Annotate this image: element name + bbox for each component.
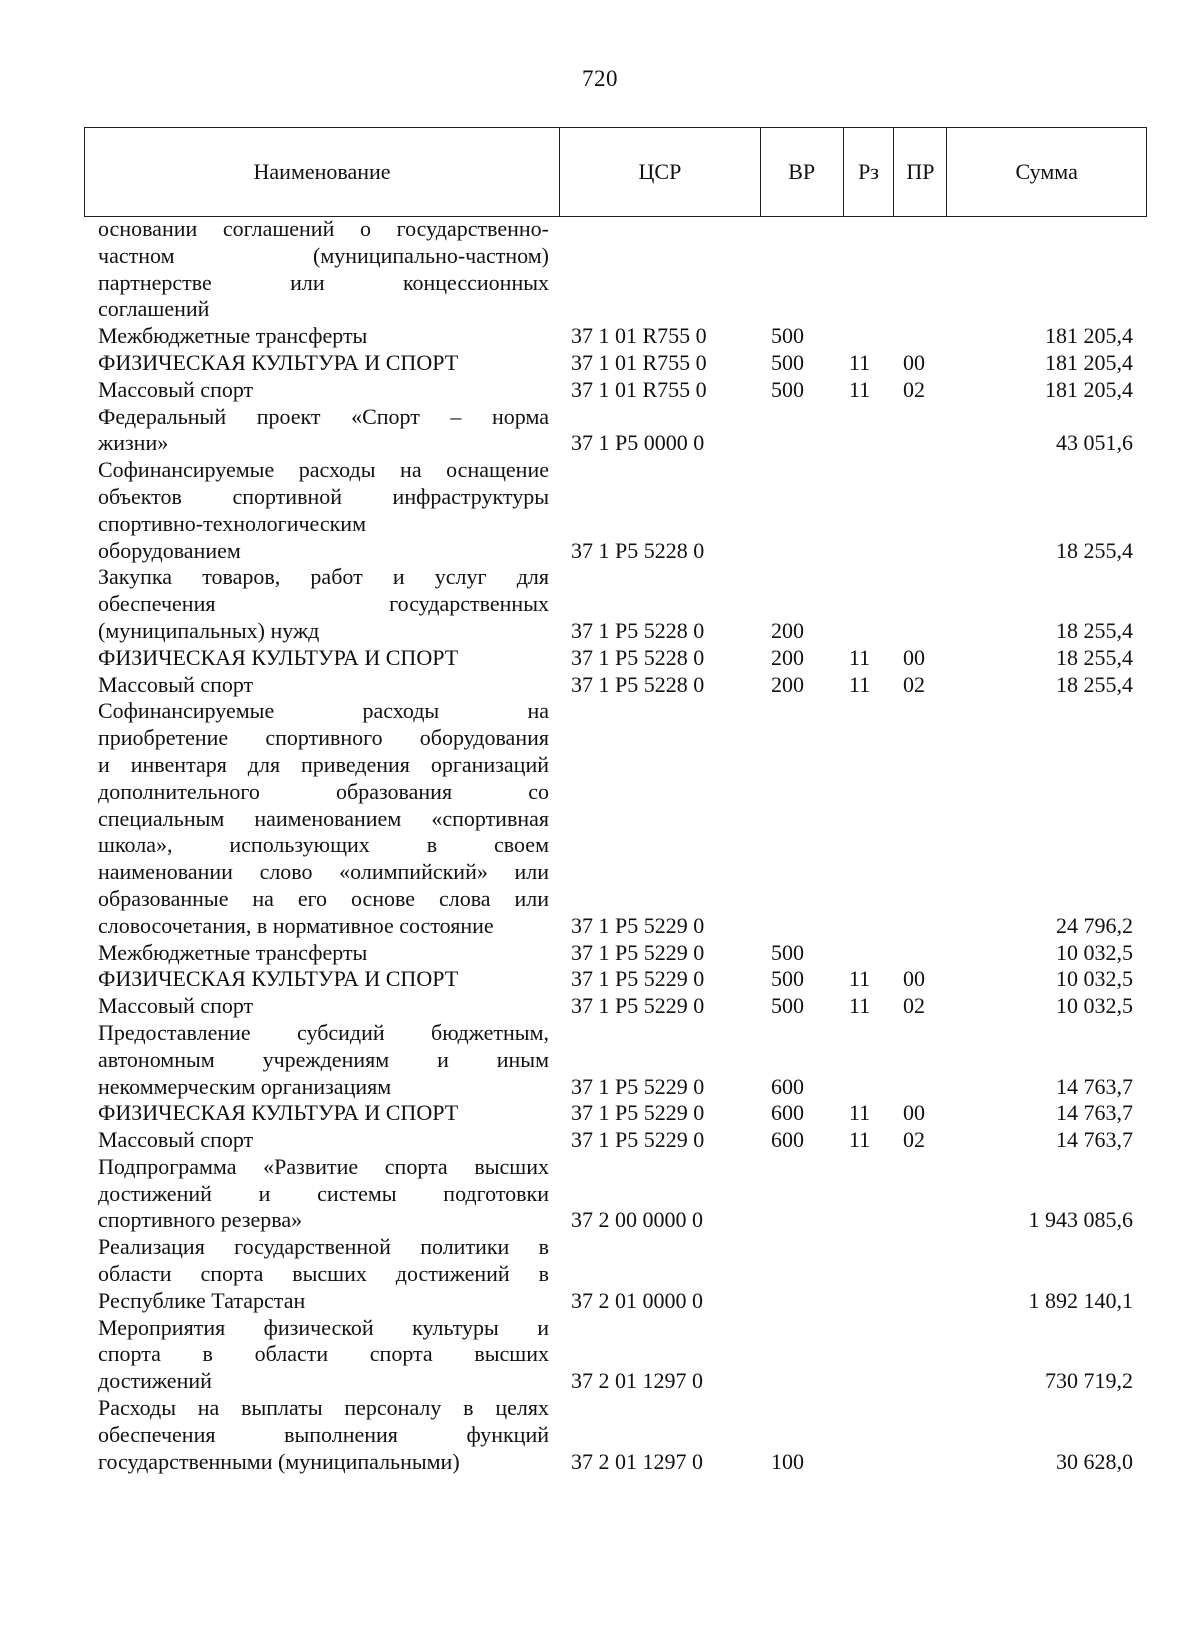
row-name-line: словосочетания, в нормативное состояние xyxy=(98,912,494,938)
row-rz: 11 xyxy=(849,1127,871,1153)
row-vr: 500 xyxy=(771,376,804,402)
table-row xyxy=(84,1020,1147,1100)
row-name-line: объектов спортивной инфраструктуры xyxy=(98,483,549,509)
row-name xyxy=(84,216,549,323)
row-csr: 37 1 P5 5229 0 xyxy=(571,1100,705,1126)
row-sum: 18 255,4 xyxy=(1056,644,1133,670)
row-name-line: автономным учреждениям и иным xyxy=(98,1046,549,1072)
row-csr: 37 1 P5 5229 0 xyxy=(571,912,705,938)
row-name-line: государственными (муниципальными) xyxy=(98,1448,460,1474)
row-name-line: Софинансируемые расходы на оснащение xyxy=(98,457,549,483)
row-vr: 500 xyxy=(771,966,804,992)
table-row xyxy=(84,1100,1147,1127)
row-name xyxy=(84,404,549,458)
row-csr: 37 1 P5 0000 0 xyxy=(571,430,705,456)
row-sum: 730 719,2 xyxy=(1045,1368,1133,1394)
table-row xyxy=(84,323,1147,350)
row-csr: 37 1 P5 5229 0 xyxy=(571,993,705,1019)
row-name-line: основании соглашений о государственно- xyxy=(98,216,549,241)
row-name-line: оборудованием xyxy=(98,537,241,563)
header-rz: Рз xyxy=(844,128,895,216)
header-pr: ПР xyxy=(894,128,947,216)
row-name xyxy=(84,350,549,377)
row-csr: 37 1 P5 5229 0 xyxy=(571,939,705,965)
row-name-line: жизни» xyxy=(98,430,169,456)
row-name-line: некоммерческим организациям xyxy=(98,1073,392,1099)
row-rz: 11 xyxy=(849,993,871,1019)
row-name-line: наименовании слово «олимпийский» или xyxy=(98,859,549,885)
row-csr: 37 1 P5 5228 0 xyxy=(571,644,705,670)
row-csr: 37 1 P5 5228 0 xyxy=(571,537,705,563)
row-vr: 500 xyxy=(771,939,804,965)
row-vr: 500 xyxy=(771,993,804,1019)
row-name xyxy=(84,1127,549,1154)
row-csr: 37 1 P5 5228 0 xyxy=(571,617,705,643)
row-rz: 11 xyxy=(849,376,871,402)
row-vr: 600 xyxy=(771,1100,804,1126)
row-name xyxy=(84,698,549,939)
row-sum: 181 205,4 xyxy=(1045,323,1133,349)
row-csr: 37 2 01 1297 0 xyxy=(571,1368,703,1394)
row-sum: 30 628,0 xyxy=(1056,1448,1133,1474)
row-name xyxy=(84,564,549,644)
row-name-line: школа», использующих в своем xyxy=(98,832,549,858)
table-row xyxy=(84,1154,1147,1234)
row-name-line: достижений и системы подготовки xyxy=(98,1180,549,1206)
row-name xyxy=(84,672,549,699)
row-rz: 11 xyxy=(849,644,871,670)
row-sum: 10 032,5 xyxy=(1056,966,1133,992)
row-name xyxy=(84,966,549,993)
row-csr: 37 2 01 1297 0 xyxy=(571,1448,703,1474)
row-name xyxy=(84,1315,549,1395)
row-sum: 14 763,7 xyxy=(1056,1127,1133,1153)
row-name-line: достижений xyxy=(98,1368,212,1394)
table-body xyxy=(84,216,1147,1475)
row-name-line: образованные на его основе слова или xyxy=(98,885,549,911)
row-sum: 14 763,7 xyxy=(1056,1100,1133,1126)
page-number: 720 xyxy=(582,66,618,91)
row-rz: 11 xyxy=(849,966,871,992)
table-row xyxy=(84,404,1147,458)
row-pr: 02 xyxy=(903,1127,925,1153)
row-csr: 37 2 01 0000 0 xyxy=(571,1287,703,1313)
row-name-line: Межбюджетные трансферты xyxy=(98,939,368,965)
table-row xyxy=(84,672,1147,699)
row-sum: 1 943 085,6 xyxy=(1028,1207,1133,1233)
row-csr: 37 1 P5 5229 0 xyxy=(571,1127,705,1153)
row-name-line: спортивно-технологическим xyxy=(98,510,366,536)
row-name-line: частном (муниципально-частном) xyxy=(98,242,549,268)
row-csr: 37 1 P5 5228 0 xyxy=(571,671,705,697)
row-csr: 37 1 P5 5229 0 xyxy=(571,1073,705,1099)
row-name-line: Массовый спорт xyxy=(98,671,254,697)
row-sum: 181 205,4 xyxy=(1045,349,1133,375)
row-name-line: Массовый спорт xyxy=(98,376,254,402)
row-name-line: приобретение спортивного оборудования xyxy=(98,725,549,751)
row-rz: 11 xyxy=(849,1100,871,1126)
table-row xyxy=(84,377,1147,404)
row-name-line: Массовый спорт xyxy=(98,1127,254,1153)
row-sum: 1 892 140,1 xyxy=(1028,1287,1133,1313)
table-row xyxy=(84,216,1147,323)
row-name-line: обеспечения государственных xyxy=(98,591,549,617)
row-sum: 181 205,4 xyxy=(1045,376,1133,402)
row-sum: 10 032,5 xyxy=(1056,939,1133,965)
row-name-line: партнерстве или концессионных xyxy=(98,269,549,295)
row-vr: 600 xyxy=(771,1073,804,1099)
row-pr: 00 xyxy=(903,349,925,375)
row-name-line: ФИЗИЧЕСКАЯ КУЛЬТУРА И СПОРТ xyxy=(98,1100,459,1126)
row-name-line: ФИЗИЧЕСКАЯ КУЛЬТУРА И СПОРТ xyxy=(98,349,459,375)
row-pr: 00 xyxy=(903,1100,925,1126)
row-name-line: обеспечения выполнения функций xyxy=(98,1421,549,1447)
row-csr: 37 1 01 R755 0 xyxy=(571,323,707,349)
row-pr: 00 xyxy=(903,644,925,670)
row-sum: 10 032,5 xyxy=(1056,993,1133,1019)
row-name-line: ФИЗИЧЕСКАЯ КУЛЬТУРА И СПОРТ xyxy=(98,966,459,992)
table-row xyxy=(84,1234,1147,1314)
header-name: Наименование xyxy=(85,128,560,216)
row-name-line: Республике Татарстан xyxy=(98,1287,306,1313)
row-name-line: ФИЗИЧЕСКАЯ КУЛЬТУРА И СПОРТ xyxy=(98,644,459,670)
row-name-line: Межбюджетные трансферты xyxy=(98,323,368,349)
table-row xyxy=(84,564,1147,644)
row-name xyxy=(84,1234,549,1314)
row-sum: 24 796,2 xyxy=(1056,912,1133,938)
row-sum: 43 051,6 xyxy=(1056,430,1133,456)
row-name-line: (муниципальных) нужд xyxy=(98,617,320,643)
row-name-line: соглашений xyxy=(98,296,210,322)
row-name xyxy=(84,645,549,672)
row-name xyxy=(84,1395,549,1475)
row-name-line: Подпрограмма «Развитие спорта высших xyxy=(98,1153,549,1179)
row-name-line: спортивного резерва» xyxy=(98,1207,303,1233)
table-header xyxy=(84,127,1147,217)
row-vr: 500 xyxy=(771,323,804,349)
row-vr: 200 xyxy=(771,617,804,643)
row-name-line: Расходы на выплаты персоналу в целях xyxy=(98,1395,549,1421)
table-row xyxy=(84,645,1147,672)
row-name xyxy=(84,377,549,404)
row-vr: 100 xyxy=(771,1448,804,1474)
row-vr: 500 xyxy=(771,349,804,375)
header-csr: ЦСР xyxy=(560,128,761,216)
row-name xyxy=(84,1154,549,1234)
table-row xyxy=(84,1315,1147,1395)
header-sum: Сумма xyxy=(1015,159,1078,184)
row-csr: 37 1 01 R755 0 xyxy=(571,349,707,375)
table-row xyxy=(84,1127,1147,1154)
table-row xyxy=(84,993,1147,1020)
row-name-line: спорта в области спорта высших xyxy=(98,1341,549,1367)
row-csr: 37 2 00 0000 0 xyxy=(571,1207,703,1233)
row-csr: 37 1 01 R755 0 xyxy=(571,376,707,402)
header-vr: ВР xyxy=(761,128,844,216)
row-name-line: Реализация государственной политики в xyxy=(98,1234,549,1260)
row-sum: 14 763,7 xyxy=(1056,1073,1133,1099)
row-name-line: Закупка товаров, работ и услуг для xyxy=(98,564,549,590)
row-pr: 02 xyxy=(903,993,925,1019)
row-sum: 18 255,4 xyxy=(1056,617,1133,643)
row-name xyxy=(84,993,549,1020)
row-name-line: Федеральный проект «Спорт – норма xyxy=(98,403,549,429)
row-rz: 11 xyxy=(849,671,871,697)
row-name-line: Мероприятия физической культуры и xyxy=(98,1314,549,1340)
row-name-line: и инвентаря для приведения организаций xyxy=(98,751,549,777)
row-name-line: Массовый спорт xyxy=(98,993,254,1019)
row-csr: 37 1 P5 5229 0 xyxy=(571,966,705,992)
row-name-line: области спорта высших достижений в xyxy=(98,1261,549,1287)
row-name xyxy=(84,1020,549,1100)
row-name-line: Софинансируемые расходы на xyxy=(98,698,549,724)
row-name-line: дополнительного образования со xyxy=(98,778,549,804)
table-row xyxy=(84,698,1147,939)
row-name xyxy=(84,940,549,967)
table-row xyxy=(84,350,1147,377)
table-row xyxy=(84,940,1147,967)
table-row xyxy=(84,1395,1147,1475)
row-vr: 200 xyxy=(771,644,804,670)
row-name xyxy=(84,1100,549,1127)
row-sum: 18 255,4 xyxy=(1056,671,1133,697)
row-pr: 02 xyxy=(903,671,925,697)
row-pr: 02 xyxy=(903,376,925,402)
row-rz: 11 xyxy=(849,349,871,375)
row-vr: 600 xyxy=(771,1127,804,1153)
row-pr: 00 xyxy=(903,966,925,992)
row-name xyxy=(84,323,549,350)
row-name xyxy=(84,457,549,564)
row-name-line: Предоставление субсидий бюджетным, xyxy=(98,1019,549,1045)
row-name-line: специальным наименованием «спортивная xyxy=(98,805,549,831)
table-row xyxy=(84,966,1147,993)
table-row xyxy=(84,457,1147,564)
row-sum: 18 255,4 xyxy=(1056,537,1133,563)
row-vr: 200 xyxy=(771,671,804,697)
